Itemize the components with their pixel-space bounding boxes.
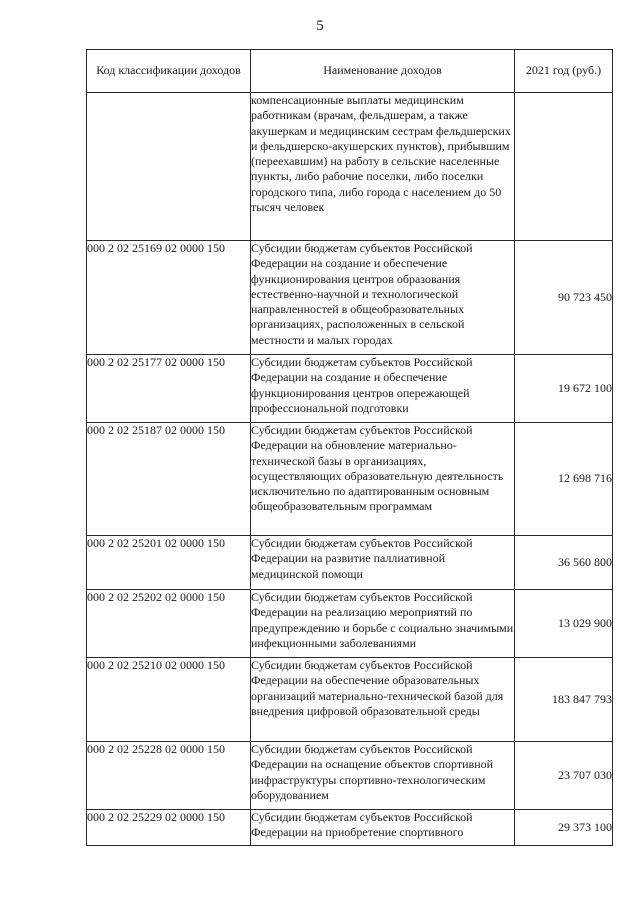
row-amount: 12 698 716	[515, 423, 613, 536]
row-code: 000 2 02 25201 02 0000 150	[87, 536, 251, 590]
table-row	[87, 742, 613, 810]
row-amount: 90 723 450	[515, 241, 613, 355]
table-row	[87, 810, 613, 846]
table-row	[87, 658, 613, 742]
table-row	[87, 355, 613, 423]
row-amount: 23 707 030	[515, 742, 613, 810]
table-row	[87, 423, 613, 536]
row-name: Субсидии бюджетам субъектов Российской Федерации на оснащение объектов спортивной инфраструктуры спортивно-технологическим оборудованием	[251, 742, 515, 810]
header-amount: 2021 год (руб.)	[515, 50, 613, 93]
header-name: Наименование доходов	[251, 50, 515, 93]
row-code: 000 2 02 25202 02 0000 150	[87, 590, 251, 658]
table-row	[87, 241, 613, 355]
row-name: Субсидии бюджетам субъектов Российской Федерации на реализацию мероприятий по предупреждению и борьбе с социально значимыми инфекционными заболеваниями	[251, 590, 515, 658]
row-amount: 19 672 100	[515, 355, 613, 423]
row-amount	[515, 93, 613, 241]
income-table	[86, 49, 613, 846]
row-code: 000 2 02 25210 02 0000 150	[87, 658, 251, 742]
table-header-row	[87, 50, 613, 93]
row-code: 000 2 02 25228 02 0000 150	[87, 742, 251, 810]
row-name: Субсидии бюджетам субъектов Российской Федерации на создание и обеспечение функционирования центров образования естественно-научной и технологической направленностей в общеобразовательных организациях, расположенных в сельской местности и малых городах	[251, 241, 515, 355]
row-name: Субсидии бюджетам субъектов Российской Федерации на обеспечение образовательных организаций материально-технической базой для внедрения цифровой образовательной среды	[251, 658, 515, 742]
row-name: Субсидии бюджетам субъектов Российской Федерации на создание и обеспечение функционирования центров опережающей профессиональной подготовки	[251, 355, 515, 423]
table-row	[87, 590, 613, 658]
row-amount: 13 029 900	[515, 590, 613, 658]
table-row	[87, 93, 613, 241]
row-code: 000 2 02 25169 02 0000 150	[87, 241, 251, 355]
row-code: 000 2 02 25177 02 0000 150	[87, 355, 251, 423]
row-code: 000 2 02 25187 02 0000 150	[87, 423, 251, 536]
header-code: Код классификации доходов	[87, 50, 251, 93]
row-amount: 183 847 793	[515, 658, 613, 742]
row-name: Субсидии бюджетам субъектов Российской Федерации на обновление материально-технической базы в организациях, осуществляющих образовательную деятельность исключительно по адаптированным основным общеобразовательным программам	[251, 423, 515, 536]
row-name: Субсидии бюджетам субъектов Российской Федерации на приобретение спортивного	[251, 810, 515, 846]
row-name: компенсационные выплаты медицинским работникам (врачам, фельдшерам, а также акушеркам и медицинским сестрам фельдшерских и фельдшерско-акушерских пунктов), прибывшим (переехавшим) на работу в сельские населенные пункты, либо рабочие поселки, либо поселки городского типа, либо города с населением до 50 тысяч человек	[251, 93, 515, 241]
table-row	[87, 536, 613, 590]
row-amount: 29 373 100	[515, 810, 613, 846]
row-code	[87, 93, 251, 241]
page-number: 5	[316, 18, 324, 34]
row-name: Субсидии бюджетам субъектов Российской Федерации на развитие паллиативной медицинской помощи	[251, 536, 515, 590]
row-amount: 36 560 800	[515, 536, 613, 590]
row-code: 000 2 02 25229 02 0000 150	[87, 810, 251, 846]
